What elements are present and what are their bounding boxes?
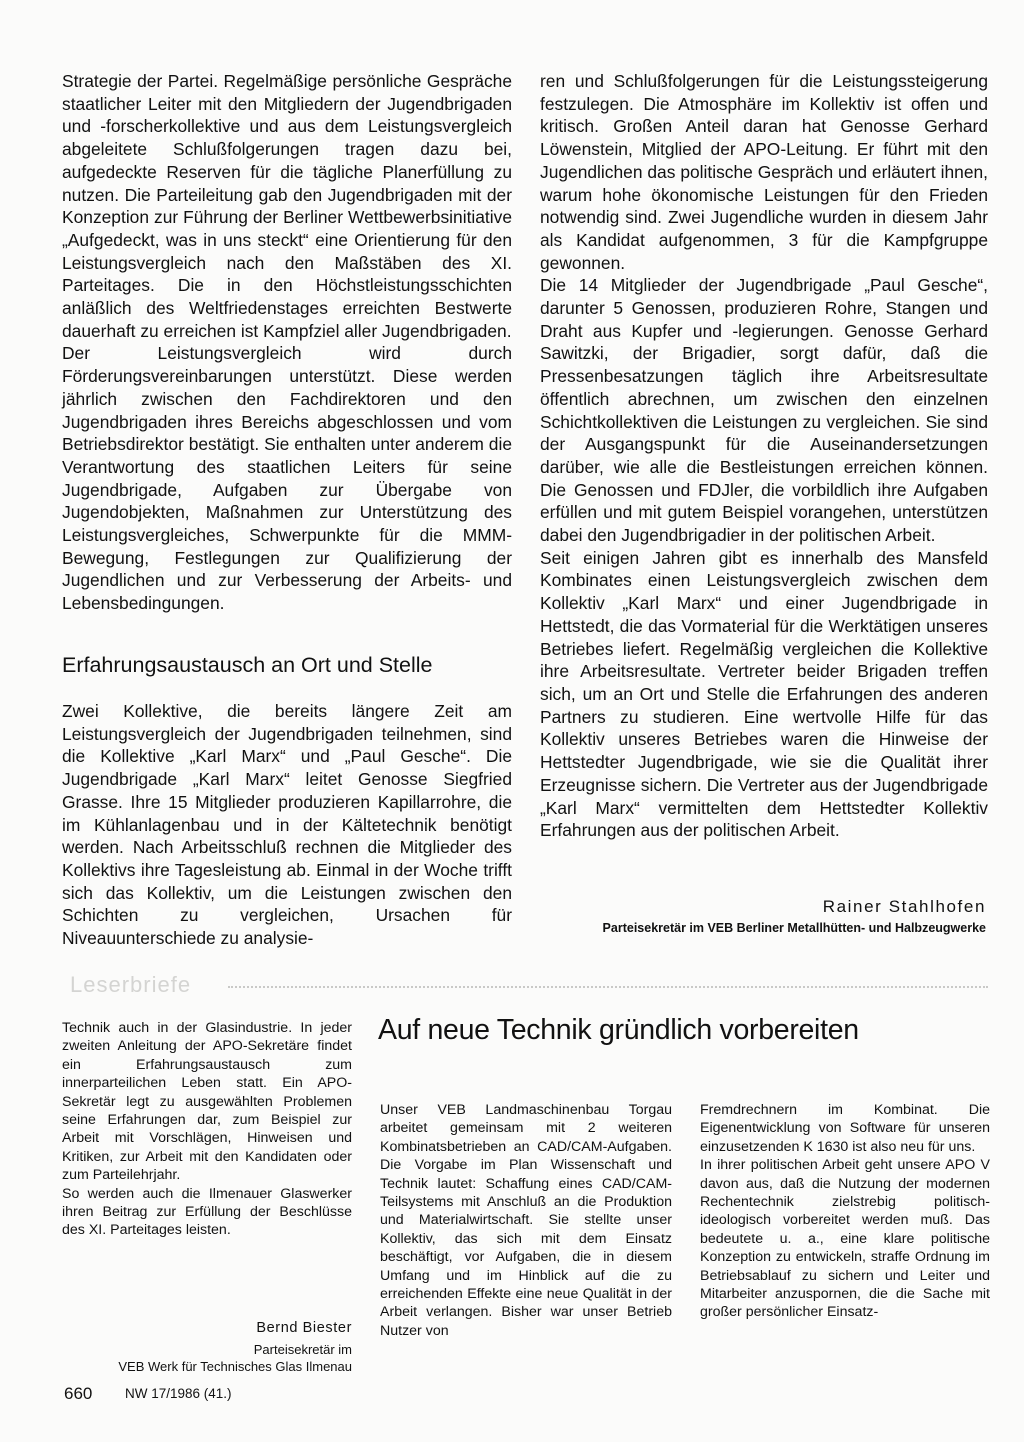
article-left-column	[62, 70, 512, 615]
paragraph: Strategie der Partei. Regelmäßige persönliche Gespräche staatlicher Leiter mit den Mitgliedern der Jugendbrigaden und -forscherkollektive und aus dem Leistungsvergleich abgeleitete Schlußfolgerungen tragen dazu bei, aufgedeckte Reserven für die tägliche Planerfüllung zu nutzen. Die Parteileitung gab den Jugendbrigaden mit der Konzeption zur Führung der Berliner Wettbewerbsinitiative „Aufgedeckt, was in uns steckt“ eine Orientierung für den Leistungsvergleich nach den Maßstäben des XI. Parteitages. Die in den Höchstleistungsschichten anläßlich des Weltfriedenstages erreichten Bestwerte dauerhaft zu erreichen ist Kampfziel aller Jugendbrigaden.	[62, 71, 512, 341]
article-left-column-continued	[62, 700, 512, 950]
issue-label: NW 17/1986 (41.)	[125, 1386, 232, 1401]
paragraph: In ihrer politischen Arbeit geht unsere APO V davon aus, daß die Nutzung der modernen Rechentechnik zielstrebig politisch-ideologisch vorbereitet werden muß. Das bedeutete u. a., eine klare politische Konzeption zu entwickeln, straffe Ordnung im Betriebsablauf zu sichern und Leiter und Mitarbeiter anzuspornen, die die Sache mit großer persönlicher Einsatz-	[700, 1157, 990, 1321]
article-right-column	[540, 70, 988, 842]
paragraph: Der Leistungsvergleich wird durch Förderungsvereinbarungen unterstützt. Diese werden jährlich zwischen den Fachdirektoren und den Jugendbrigaden ihres Bereichs abgeschlossen und vom Betriebsdirektor bestätigt. Sie enthalten unter anderem die Verantwortung des staatlichen Leiters für seine Jugendbrigade, Aufgaben zur Übergabe von Jugendobjekten, Maßnahmen zur Unterstützung des Leistungsvergleiches, Schwerpunkte für die MMM-Bewegung, Festlegungen zur Qualifizierung der Jugendlichen und zur Verbesserung der Arbeits- und Lebensbedingungen.	[62, 343, 512, 614]
letter1-author-name: Bernd Biester	[256, 1320, 352, 1336]
author-name: Rainer Stahlhofen	[822, 897, 986, 916]
paragraph: Seit einigen Jahren gibt es innerhalb des Mansfeld Kombinates einen Leistungsvergleich zwischen dem Kollektiv „Karl Marx“ und einer Jugendbrigade in Hettstedt, die das Vormaterial für die Werktätigen unseres Betriebes liefert. Regelmäßig vergleichen die Kollektive ihre Arbeitsresultate. Vertreter beider Brigaden treffen sich, um an Ort und Stelle die Erfahrungen des anderen Partners zu studieren. Eine wertvolle Hilfe für das Kollektiv unseres Betriebes waren die Hinweise der Hettstedter Jugendbrigade, wie sie die Qualität ihrer Erzeugnisse sichern. Die Vertreter aus der Jugendbrigade „Karl Marx“ vermittelten dem Hettstedter Kollektiv Erfahrungen aus der politischen Arbeit.	[540, 547, 988, 841]
paragraph: Die 14 Mitglieder der Jugendbrigade „Paul Gesche“, darunter 5 Genossen, produzieren Rohre, Stangen und Draht aus Kupfer und -legierungen. Genosse Gerhard Sawitzki, der Brigadier, sorgt dafür, daß die Pressenbesatzungen täglich ihre Arbeitsresultate öffentlich abrechnen, um zwischen den einzelnen Schichtkollektiven die Leistungen zu vergleichen. Sie sind der Ausgangspunkt für die Auseinandersetzungen darüber, wie alle die Bestleistungen erreichen können. Die Genossen und FDJler, die vorbildlich ihre Aufgaben erfüllen und mit gutem Beispiel vorangehen, unterstützen dabei den Jugendbrigadier in der politischen Arbeit.	[540, 275, 988, 546]
letter1-author-role: Parteisekretär im	[253, 1342, 352, 1357]
letter2-column-1	[380, 1101, 672, 1340]
section-heading: Erfahrungsaustausch an Ort und Stelle	[62, 653, 433, 677]
paragraph: Technik auch in der Glasindustrie. In jeder zweiten Anleitung der APO-Sekretäre findet ein Erfahrungsaustausch zum innerparteilichen Leben statt. Ein APO-Sekretär legt zu ausgewählten Problemen seine Erfahrungen dar, zum Beispiel zur Arbeit mit Vorschlägen, Hinweisen und Kritiken, zur Arbeit mit den Kandidaten oder zum Parteilehrjahr.	[62, 1020, 352, 1184]
paragraph: ren und Schlußfolgerungen für die Leistungssteigerung festzulegen. Die Atmosphäre im Kollektiv ist offen und kritisch. Großen Anteil daran hat Genosse Gerhard Löwenstein, Mitglied der APO-Leitung. Er führt mit den Jugendlichen das politische Gespräch und erläutert ihnen, warum hohe ökonomische Leistungen für den Frieden notwendig sind. Zwei Jugendliche wurden in diesem Jahr als Kandidat aufgenommen, 3 für die Kampfgruppe gewonnen.	[540, 71, 988, 273]
section-label-leserbriefe: Leserbriefe	[70, 972, 192, 997]
paragraph: So werden auch die Ilmenauer Glaswerker ihren Beitrag zur Erfüllung der Beschlüsse des XI. Parteitages leisten.	[62, 1185, 352, 1239]
divider	[228, 986, 988, 988]
author-role: Parteisekretär im VEB Berliner Metallhütten- und Halbzeugwerke	[602, 921, 986, 935]
letter1-column	[62, 1019, 352, 1240]
paragraph: Zwei Kollektive, die bereits längere Zeit am Leistungsvergleich der Jugendbrigaden teilnehmen, sind die Kollektive „Karl Marx“ und „Paul Gesche“. Die Jugendbrigade „Karl Marx“ leitet Genosse Siegfried Grasse. Ihre 15 Mitglieder produzieren Kapillarrohre, die im Kühlanlagenbau und in der Kältetechnik benötigt werden. Nach Arbeitsschluß rechnen die Mitglieder des Kollektivs ihre Tagesleistung ab. Einmal in der Woche trifft sich das Kollektiv, um die Leistungen zwischen den Schichten zu vergleichen, Ursachen für Niveauunterschiede zu analysie-	[62, 701, 512, 949]
letter1-author-organization: VEB Werk für Technisches Glas Ilmenau	[118, 1359, 352, 1374]
page-number: 660	[64, 1384, 93, 1403]
letter2-column-2	[700, 1101, 990, 1322]
paragraph: Unser VEB Landmaschinenbau Torgau arbeitet gemeinsam mit 2 weiteren Kombinatsbetrieben an CAD/CAM-Aufgaben. Die Vorgabe im Plan Wissenschaft und Technik lautet: Schaffung eines CAD/CAM-Teilsystems mit Anschluß an die Produktion und Materialwirtschaft. Sie stellte unser Kollektiv, das sich mit dem Einsatz beschäftigt, vor Aufgaben, die in diesem Umfang und im Hinblick auf die zu erreichenden Effekte eine neue Qualität in der Arbeit verlangen. Bisher war unser Betrieb Nutzer von	[380, 1102, 672, 1339]
paragraph: Fremdrechnern im Kombinat. Die Eigenentwicklung von Software für unseren einzusetzenden K 1630 ist also neu für uns.	[700, 1102, 990, 1155]
letter2-headline: Auf neue Technik gründlich vorbereiten	[378, 1014, 859, 1046]
